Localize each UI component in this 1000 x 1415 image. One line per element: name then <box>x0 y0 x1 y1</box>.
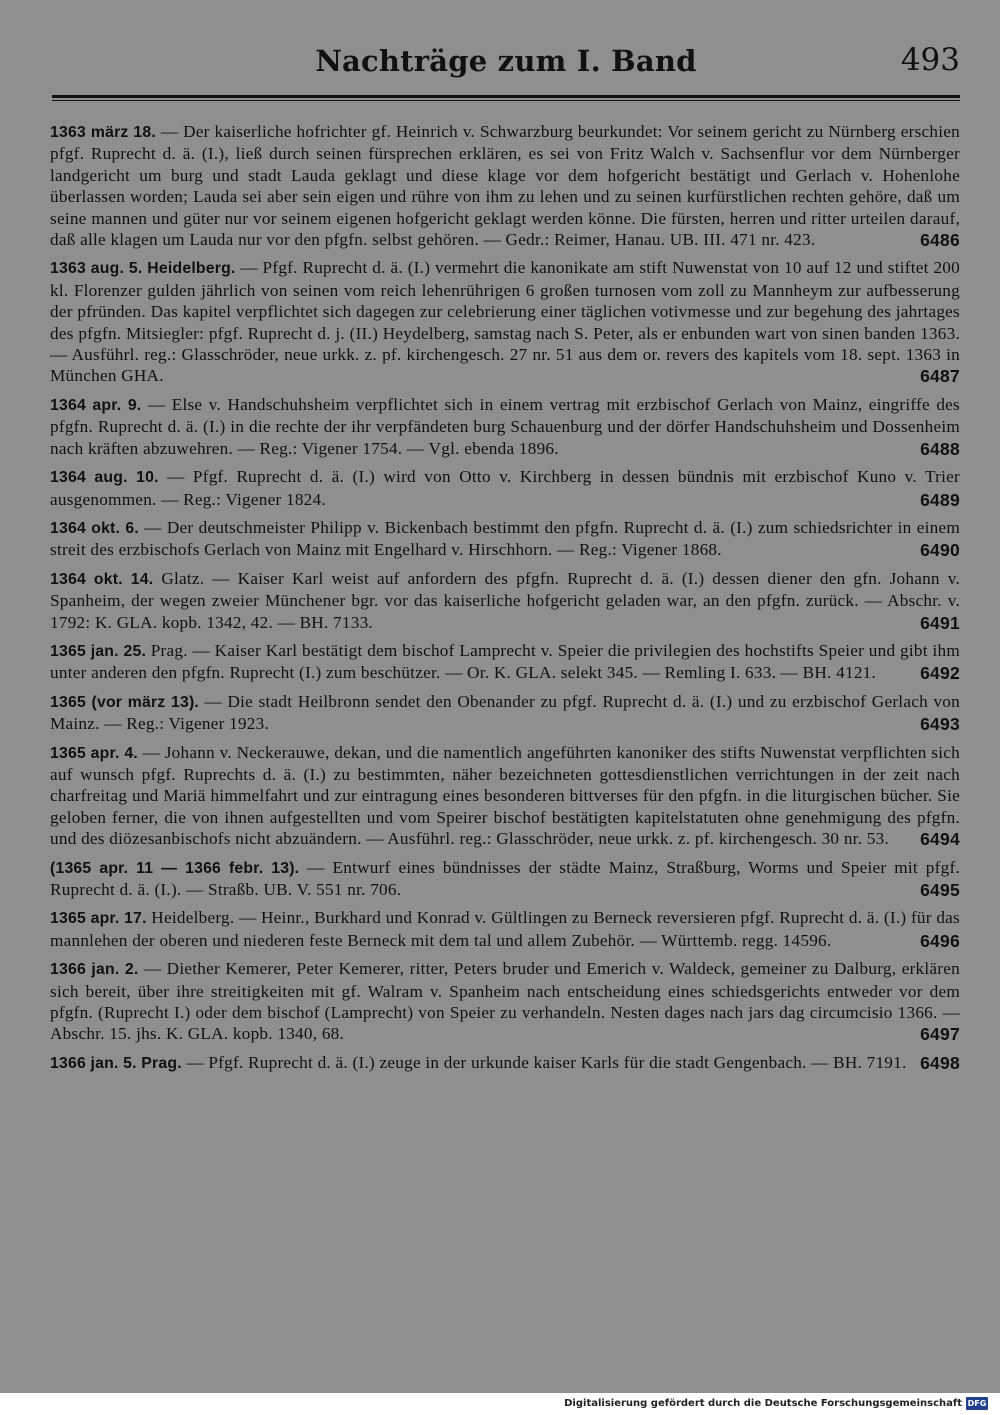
entry-number: 6497 <box>920 1024 960 1045</box>
entry-number: 6489 <box>920 489 960 510</box>
header-rule-thin <box>52 100 960 101</box>
entry-number: 6498 <box>920 1052 960 1073</box>
entry-text: Glatz. — Kaiser Karl weist auf anfordern des pfgfn. Ruprecht d. ä. (I.) dessen diener den gfn. Johann v. Spanheim, der wegen zweier Münchener bgr. vor das kaiserliche hofgericht geladen war, an den pfgfn. zurück. — Abschr. v. 1792: K. GLA. kopb. 1342, 42. — BH. 7133. <box>50 568 960 632</box>
entry-number: 6487 <box>920 366 960 387</box>
regest-entry <box>50 1052 960 1074</box>
entry-date: 1364 aug. 10. <box>50 469 159 487</box>
regest-entry <box>50 517 960 561</box>
running-header <box>52 38 960 94</box>
entry-number: 6496 <box>920 930 960 951</box>
entry-date: 1365 apr. 17. <box>50 910 147 928</box>
entry-text: — Die stadt Heilbronn sendet den Obenander zu pfgf. Ruprecht d. ä. (I.) und zu erzbischof Gerlach von Mainz. — Reg.: Vigener 1923. <box>50 691 960 734</box>
entry-date: 1365 apr. 4. <box>50 744 138 762</box>
page-title: Nachträge zum I. Band <box>315 44 697 78</box>
regest-entry <box>50 466 960 510</box>
entry-number: 6492 <box>920 663 960 684</box>
entry-text: — Diether Kemerer, Peter Kemerer, ritter, Peters bruder und Emerich v. Waldeck, gemeiner zu Dalburg, erklären sich bereit, über ihre streitigkeiten mit gf. Walram v. Spanheim nach entscheidung eines schiedsgerichts entweder vor dem pfgfn. (Ruprecht I.) oder dem bischof (Lamprecht) von Speier zu verhandeln. Nesten dages nach jars dag circumcisio 1366. — Abschr. 15. jhs. K. GLA. kopb. 1340, 68. <box>50 959 960 1044</box>
entry-date: 1366 jan. 2. <box>50 961 139 979</box>
entry-text: — Else v. Handschuhsheim verpflichtet sich in einem vertrag mit erzbischof Gerlach von Mainz, eingriffe des pfgfn. Ruprecht d. ä. (I.) in die rechte der ihr verpfändeten burg Schauenburg und der dörfer Handschuhsheim und Dossenheim nach kräften abzuwehren. — Reg.: Vigener 1754. — Vgl. ebenda 1896. <box>50 394 960 458</box>
entry-number: 6486 <box>920 230 960 251</box>
entry-number: 6495 <box>920 880 960 900</box>
regest-entry <box>50 568 960 633</box>
entry-text: — Der kaiserliche hofrichter gf. Heinrich v. Schwarzburg beurkundet: Vor seinem gericht zu Nürnberg erschien pfgf. Ruprecht d. ä. (I.), ließ durch seinen fürsprechen erklären, es sei von Fritz Walch v. Sachsenflur vor dem Nürnberger landgericht um burg und stadt Lauda geklagt und diese klage vor dem hofgericht bestätigt und Gerlach v. Hohenlohe überlassen worden; Lauda sei aber sein eigen und rühre von ihm zu lehen und zu seinen kurfürstlichen rechten gehöre, daß um seine mannen und güter nur vor seinem eigenen hofgericht geklagt werden könne. Die fürsten, herren und ritter urteilen darauf, daß alle klagen um Lauda nur vor den pfgfn. selbst gehören. — Gedr.: Reimer, Hanau. UB. III. 471 nr. 423. <box>50 122 960 250</box>
entry-date: 1364 okt. 6. <box>50 519 139 537</box>
regest-entry <box>50 257 960 386</box>
funding-credit: Digitalisierung gefördert durch die Deutsche Forschungsgemeinschaft <box>564 1398 962 1409</box>
entry-date: 1365 (vor märz 13). <box>50 693 199 711</box>
page-number: 493 <box>900 42 960 78</box>
entry-text: — Der deutschmeister Philipp v. Bickenbach bestimmt den pfgfn. Ruprecht d. ä. (I.) zum schiedsrichter in einem streit des erzbischofs Gerlach von Mainz mit Engelhard v. Hirschhorn. — Reg.: Vigener 1868. <box>50 517 960 560</box>
entry-text: Prag. — Kaiser Karl bestätigt dem bischof Lamprecht v. Speier die privilegien des hochstifts Speier und gibt ihm unter anderen den pfgfn. Ruprecht (I.) zum beschützer. — Or. K. GLA. selekt 345. — Remling I. 633. — BH. 4121. <box>50 640 960 683</box>
regest-entry <box>50 691 960 735</box>
entry-date: (1365 apr. 11 — 1366 febr. 13). <box>50 859 300 877</box>
regest-entry <box>50 907 960 951</box>
entry-date: 1364 okt. 14. <box>50 570 154 588</box>
entry-text: — Johann v. Neckerauwe, dekan, und die namentlich angeführten kanoniker des stifts Nuwenstat verpflichten sich auf wunsch pfgf. Ruprechts d. ä. (I.) zu bestimmten, näher bezeichneten gottesdienstlichen verrichtungen in der zeit nach charfreitag und Mariä himmelfahrt und zur eintragung eines besonderen bittverses für den pfgfn. in die liturgischen bücher. Sie geloben ferner, die von ihnen aufgestellten und vom Speirer bischof bestätigten kapitelstatuten ohne genehmigung des pfgfn. und des diözesanbischofs nicht abzuändern. — Ausführl. reg.: Glasschröder, neue urkk. z. pf. kirchengesch. 30 nr. 53. <box>50 742 960 849</box>
regest-entry <box>50 640 960 684</box>
entry-number: 6494 <box>920 829 960 850</box>
regest-entry <box>50 742 960 850</box>
entry-text: — Pfgf. Ruprecht d. ä. (I.) zeuge in der urkunde kaiser Karls für die stadt Gengenbach. — BH. 7191. <box>181 1052 907 1072</box>
entry-number: 6493 <box>920 714 960 735</box>
entry-text: — Pfgf. Ruprecht d. ä. (I.) wird von Otto v. Kirchberg in dessen bündnis mit erzbischof Kuno v. Trier ausgenommen. — Reg.: Vigener 1824. <box>50 467 960 509</box>
regest-entry <box>50 121 960 250</box>
entry-number: 6488 <box>920 438 960 459</box>
entry-number: 6491 <box>920 612 960 633</box>
entry-text: — Pfgf. Ruprecht d. ä. (I.) vermehrt die kanonikate am stift Nuwenstat von 10 auf 12 und stiftet 200 kl. Florenzer gulden jährlich von seinen vom reich lehenrührigen 6 großen turnosen vom zoll zu Mannheym zur aufbesserung der pfründen. Das kapitel verpflichtet sich dagegen zur celebrierung einer täglichen votivmesse und zur begehung des jahrtages des pfgfn. Mitsiegler: pfgf. Ruprecht d. j. (II.) Heydelberg, samstag nach S. Peter, als er enbunden wart von sinen banden 1363. — Ausführl. reg.: Glasschröder, neue urkk. z. pf. kirchengesch. 27 nr. 51 aus dem or. revers des kapitels vom 18. sept. 1363 in München GHA. <box>50 258 960 386</box>
entry-date: 1366 jan. 5. Prag. <box>50 1054 182 1072</box>
regest-entry <box>50 394 960 459</box>
header-rule-thick <box>52 95 960 98</box>
entry-date: 1363 märz 18. <box>50 124 156 141</box>
regest-entry <box>50 857 960 901</box>
entry-text: Heidelberg. — Heinr., Burkhard und Konrad v. Gültlingen zu Berneck reversieren pfgf. Ruprecht d. ä. (I.) für das mannlehen der oberen und niederen feste Berneck mit dem tal und allem Zubehör. — Württemb. regg. 14596. <box>50 908 960 950</box>
digitization-footer <box>0 1393 1000 1415</box>
entry-date: 1364 apr. 9. <box>50 396 142 414</box>
regest-list <box>50 121 960 1081</box>
regest-entry <box>50 958 960 1045</box>
entry-text: — Entwurf eines bündnisses der städte Mainz, Straßburg, Worms und Speier mit pfgf. Ruprecht d. ä. (I.). — Straßb. UB. V. 551 nr. 706. <box>50 857 960 899</box>
entry-number: 6490 <box>920 540 960 561</box>
dfg-logo: DFG <box>967 1399 987 1408</box>
entry-date: 1363 aug. 5. Heidelberg. <box>50 260 236 278</box>
entry-date: 1365 jan. 25. <box>50 642 147 660</box>
